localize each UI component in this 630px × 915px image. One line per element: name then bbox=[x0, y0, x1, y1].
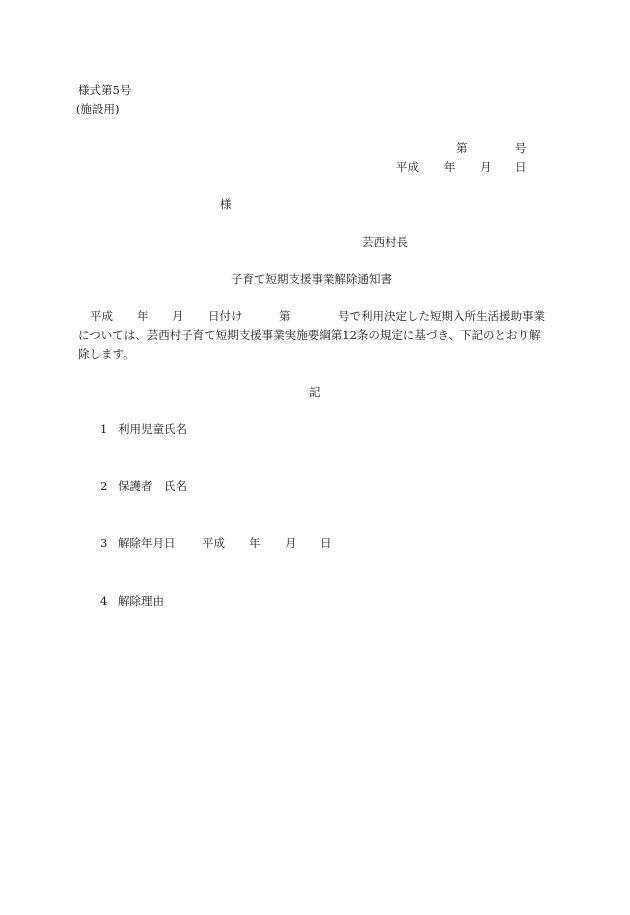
body-line1-rest: 号で利用決定した短期入所生活援助事業 bbox=[338, 309, 545, 323]
item-number: 1 bbox=[100, 422, 108, 436]
form-use: (施設用) bbox=[76, 102, 120, 116]
date-day: 日 bbox=[515, 160, 527, 174]
body-date-suffix: 日付け bbox=[208, 309, 243, 323]
issuer-title: 芸西村長 bbox=[362, 235, 408, 249]
item-label: 保護者 氏名 bbox=[118, 479, 187, 493]
body-dai: 第 bbox=[279, 309, 291, 323]
item-number: 4 bbox=[100, 594, 108, 608]
document-title: 子育て短期支援事業解除通知書 bbox=[231, 272, 392, 286]
body-year: 年 bbox=[137, 309, 149, 323]
item-label: 解除年月日 bbox=[118, 536, 176, 550]
body-month: 月 bbox=[172, 309, 184, 323]
item-label: 利用児童氏名 bbox=[118, 422, 187, 436]
item-date-day: 日 bbox=[320, 536, 332, 550]
ref-go: 号 bbox=[515, 141, 527, 155]
date-era: 平成 bbox=[396, 160, 419, 174]
body-era: 平成 bbox=[90, 309, 113, 323]
ref-dai: 第 bbox=[456, 141, 468, 155]
item-date-month: 月 bbox=[285, 536, 297, 550]
item-number: 2 bbox=[100, 479, 108, 493]
form-number: 様式第5号 bbox=[78, 83, 132, 97]
item-label: 解除理由 bbox=[118, 594, 164, 608]
ki-heading: 記 bbox=[309, 385, 321, 399]
item-date-era: 平成 bbox=[202, 536, 225, 550]
date-month: 月 bbox=[480, 160, 492, 174]
body-line2: については、芸西村子育て短期支援事業実施要綱第12条の規定に基づき、下記のとおり解 bbox=[78, 328, 541, 342]
item-date-year: 年 bbox=[249, 536, 261, 550]
addressee-honorific: 様 bbox=[220, 197, 232, 211]
item-number: 3 bbox=[100, 536, 108, 550]
date-year: 年 bbox=[444, 160, 456, 174]
body-line3: 除します。 bbox=[78, 347, 135, 361]
